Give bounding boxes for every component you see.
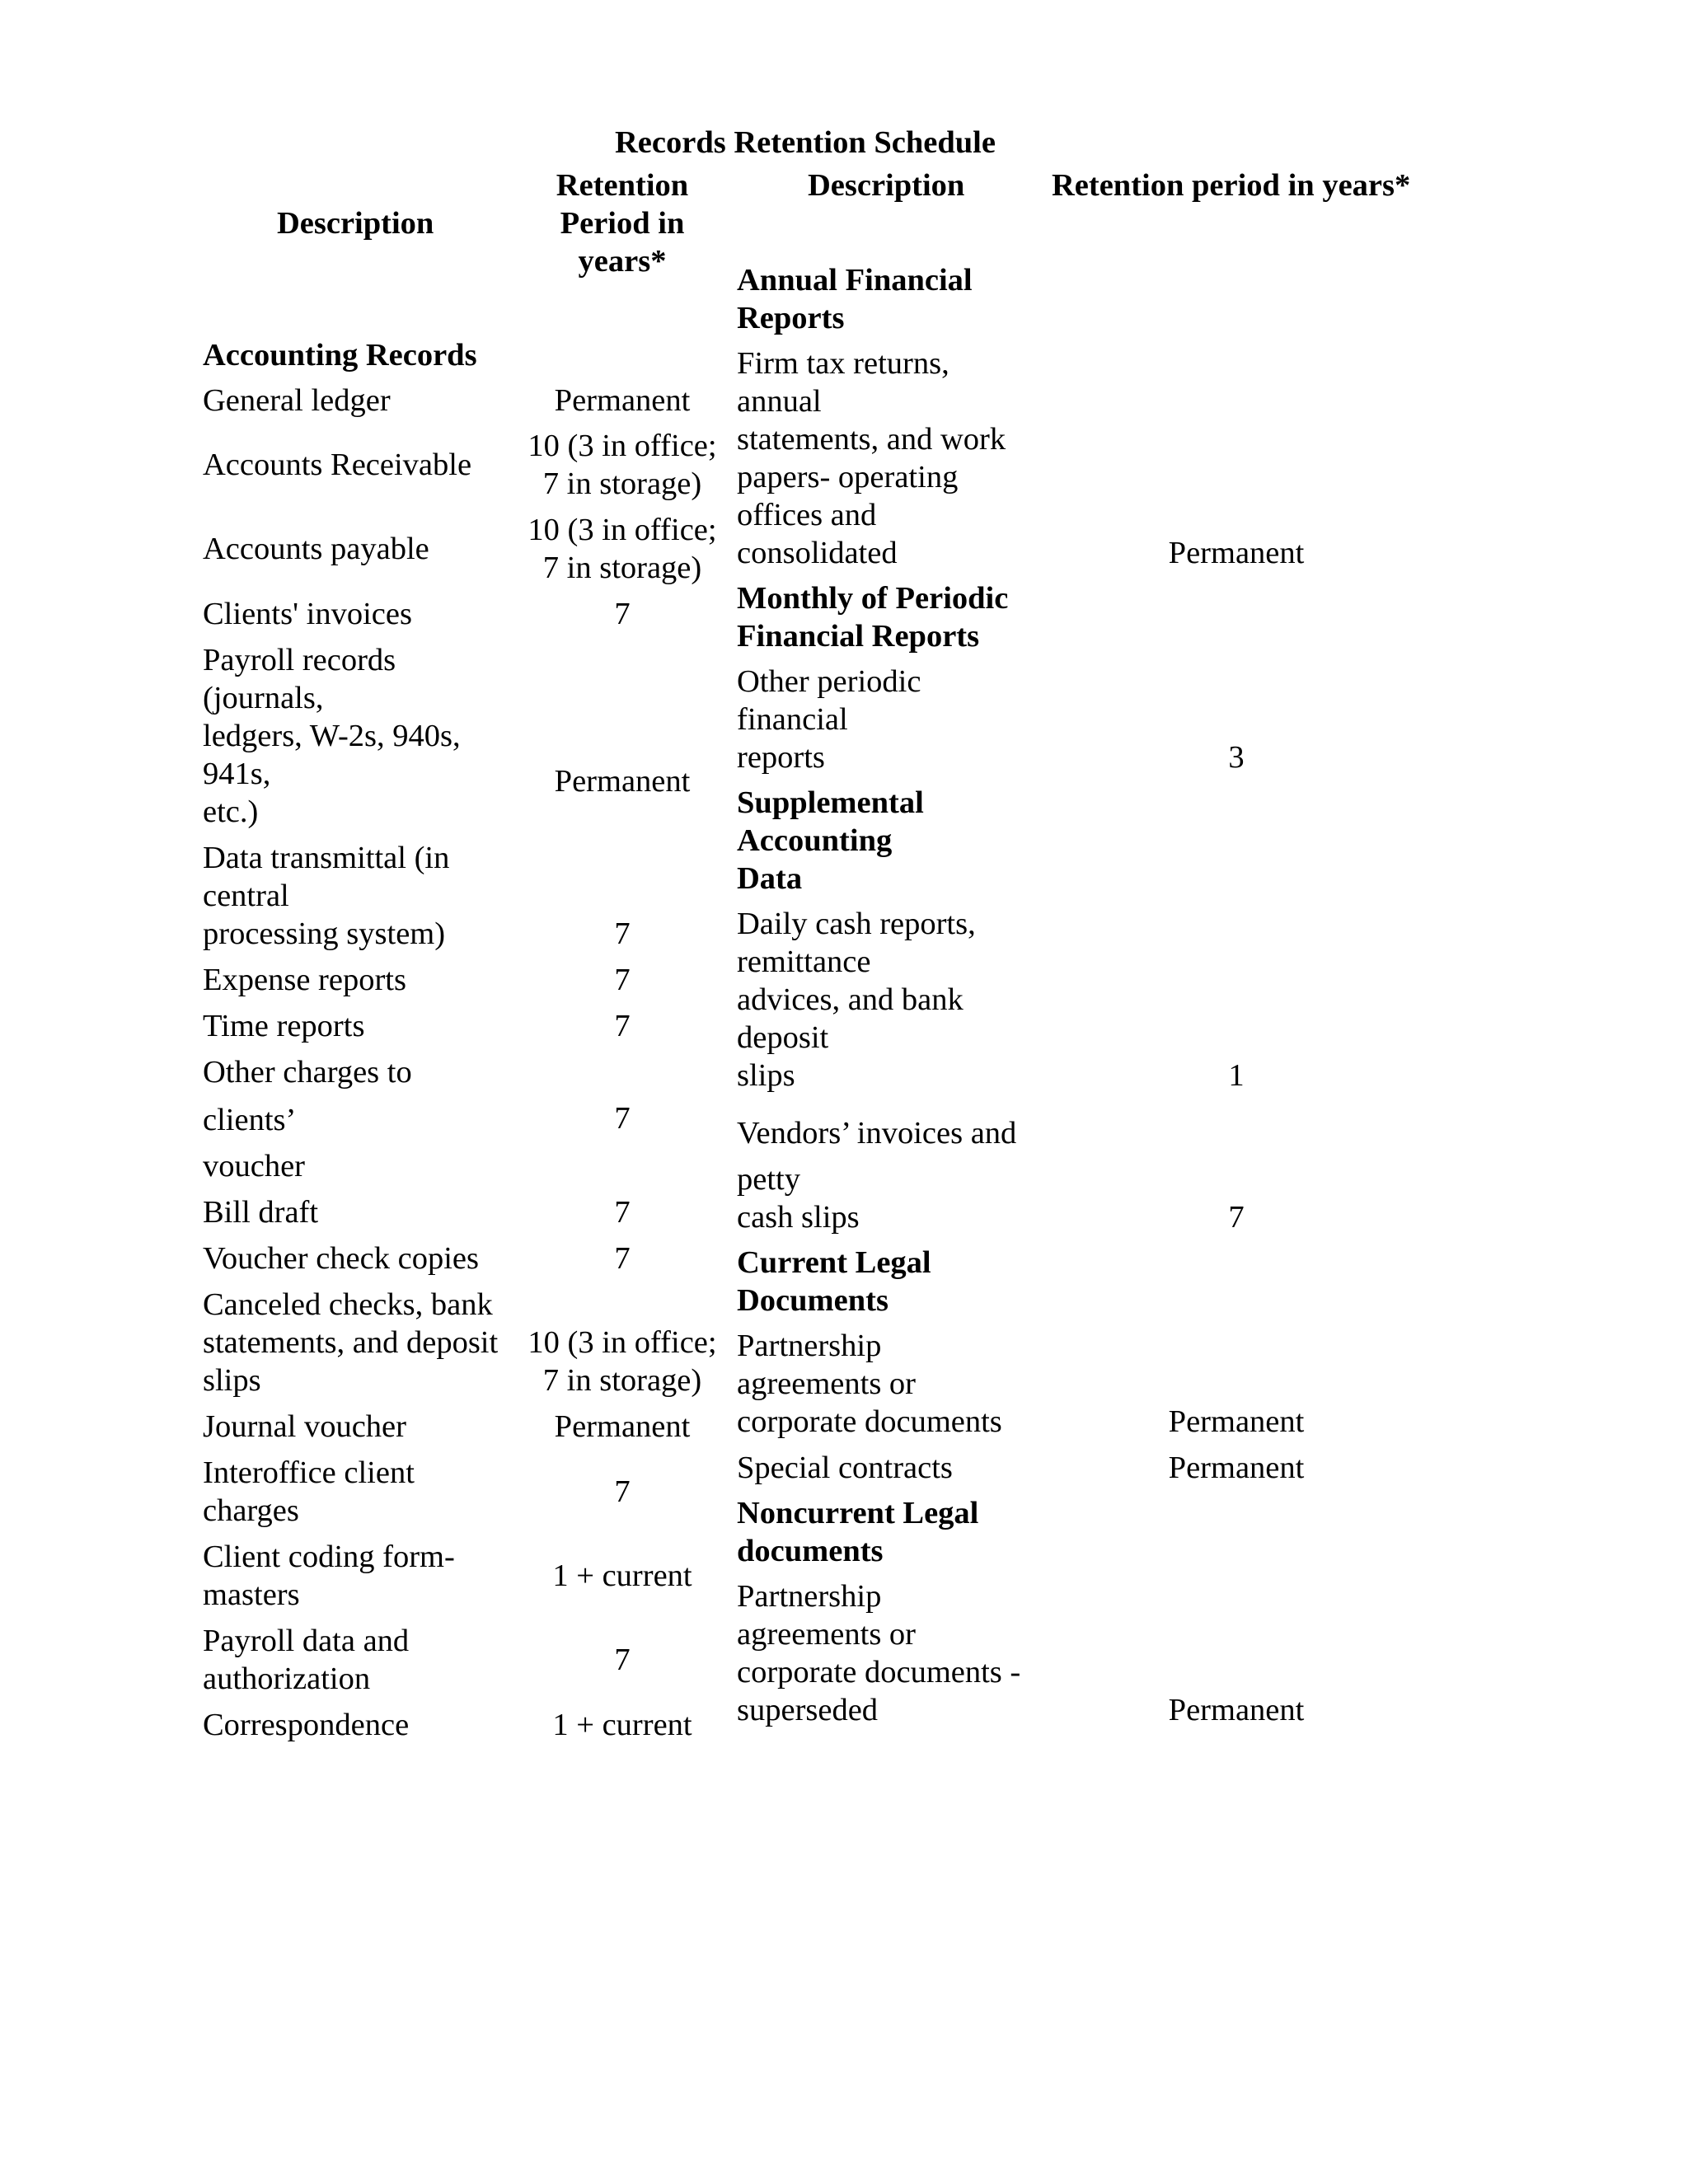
right-row-desc: consolidated: [737, 536, 898, 570]
left-row-retention: 7: [614, 963, 631, 997]
left-row-retention: 7 in storage): [542, 466, 702, 501]
header-retention-right: Retention period in years*: [1052, 168, 1411, 203]
header-retention-left-line3: years*: [578, 244, 667, 279]
right-row-desc: agreements or: [737, 1366, 916, 1401]
left-row-desc: Expense reports: [203, 963, 406, 997]
right-row-retention: Permanent: [1168, 1693, 1305, 1727]
left-row-retention: 10 (3 in office;: [528, 513, 717, 547]
left-row-desc: slips: [203, 1363, 261, 1398]
left-row-desc: ledgers, W-2s, 940s,: [203, 719, 461, 753]
section-heading: Data: [737, 861, 803, 896]
left-row-retention: 7: [614, 1009, 631, 1043]
left-row-desc: authorization: [203, 1661, 371, 1696]
right-row-desc: slips: [737, 1058, 795, 1093]
header-description-right: Description: [808, 168, 965, 203]
section-heading: Annual Financial: [737, 263, 973, 298]
left-row-desc: Data transmittal (in: [203, 841, 450, 875]
left-row-desc: Interoffice client: [203, 1455, 415, 1490]
left-row-desc: Bill draft: [203, 1195, 319, 1230]
left-row-desc: masters: [203, 1577, 300, 1612]
left-row-retention: Permanent: [554, 764, 691, 799]
left-row-retention: Permanent: [554, 383, 691, 418]
left-row-retention: 7: [614, 916, 631, 951]
left-row-desc: processing system): [203, 916, 446, 951]
left-row-desc: Accounts Receivable: [203, 448, 472, 482]
section-heading: Current Legal: [737, 1245, 931, 1280]
left-row-desc: etc.): [203, 794, 259, 829]
left-row-retention: 1 + current: [552, 1558, 692, 1593]
header-retention-left-line2: Period in: [560, 206, 685, 241]
left-row-retention: 7: [614, 1195, 631, 1230]
left-row-desc: Voucher check copies: [203, 1241, 479, 1276]
right-row-desc: advices, and bank: [737, 982, 964, 1017]
left-row-retention: 7 in storage): [542, 1363, 702, 1398]
right-row-desc: Daily cash reports,: [737, 907, 976, 941]
left-row-retention: 10 (3 in office;: [528, 1325, 717, 1360]
left-row-retention: 7 in storage): [542, 551, 702, 585]
left-row-desc: Accounts payable: [203, 532, 429, 566]
section-heading: Documents: [737, 1283, 889, 1318]
right-row-retention: 1: [1228, 1058, 1245, 1093]
section-heading: Reports: [737, 301, 845, 335]
right-row-retention: 3: [1228, 740, 1245, 775]
left-row-retention: 1 + current: [552, 1708, 692, 1742]
left-row-desc: Time reports: [203, 1009, 365, 1043]
left-row-retention: 7: [614, 1101, 631, 1136]
left-row-desc: clients’: [203, 1103, 297, 1137]
page-title: Records Retention Schedule: [615, 125, 996, 160]
section-heading: Noncurrent Legal: [737, 1496, 979, 1530]
left-row-desc: 941s,: [203, 757, 271, 791]
left-row-desc: (journals,: [203, 681, 324, 715]
right-row-retention: Permanent: [1168, 1451, 1305, 1485]
right-row-desc: Firm tax returns,: [737, 346, 950, 381]
left-row-retention: Permanent: [554, 1409, 691, 1444]
right-row-desc: Partnership: [737, 1329, 882, 1363]
left-row-desc: Clients' invoices: [203, 597, 412, 631]
right-row-desc: corporate documents: [737, 1404, 1002, 1439]
right-row-desc: corporate documents -: [737, 1655, 1021, 1690]
right-row-desc: remittance: [737, 944, 871, 979]
right-row-desc: deposit: [737, 1020, 829, 1055]
right-row-desc: statements, and work: [737, 422, 1006, 457]
left-row-desc: voucher: [203, 1149, 305, 1183]
left-row-desc: Canceled checks, bank: [203, 1287, 493, 1322]
left-row-desc: General ledger: [203, 383, 391, 418]
header-retention-left-line1: Retention: [556, 168, 689, 203]
left-row-retention: 7: [614, 1643, 631, 1677]
header-description-left: Description: [277, 206, 434, 241]
left-row-retention: 7: [614, 597, 631, 631]
left-row-desc: Client coding form-: [203, 1540, 455, 1574]
right-row-desc: papers- operating: [737, 460, 959, 494]
left-row-desc: Other charges to: [203, 1055, 412, 1090]
left-row-desc: Journal voucher: [203, 1409, 406, 1444]
right-row-desc: Special contracts: [737, 1451, 953, 1485]
left-row-retention: 7: [614, 1241, 631, 1276]
left-row-desc: Payroll data and: [203, 1624, 410, 1658]
left-row-desc: statements, and deposit: [203, 1325, 499, 1360]
left-row-retention: 7: [614, 1474, 631, 1509]
left-row-desc: Correspondence: [203, 1708, 410, 1742]
left-row-desc: Payroll records: [203, 643, 396, 677]
section-accounting-records: Accounting Records: [203, 338, 477, 373]
right-row-retention: Permanent: [1168, 536, 1305, 570]
right-row-desc: reports: [737, 740, 825, 775]
right-row-desc: petty: [737, 1162, 800, 1197]
section-heading: documents: [737, 1534, 884, 1568]
left-row-retention: 10 (3 in office;: [528, 429, 717, 463]
right-row-desc: financial: [737, 702, 848, 737]
right-row-desc: superseded: [737, 1693, 879, 1727]
right-row-desc: Vendors’ invoices and: [737, 1116, 1017, 1151]
right-row-desc: agreements or: [737, 1617, 916, 1652]
right-row-retention: 7: [1228, 1200, 1245, 1235]
right-row-desc: Other periodic: [737, 664, 921, 699]
section-heading: Supplemental: [737, 785, 924, 820]
section-heading: Monthly of Periodic: [737, 581, 1009, 616]
left-row-desc: charges: [203, 1493, 299, 1528]
right-row-desc: cash slips: [737, 1200, 860, 1235]
right-row-desc: annual: [737, 384, 822, 419]
left-row-desc: central: [203, 879, 289, 913]
right-row-desc: offices and: [737, 498, 877, 532]
section-heading: Accounting: [737, 823, 893, 858]
right-row-desc: Partnership: [737, 1579, 882, 1614]
right-row-retention: Permanent: [1168, 1404, 1305, 1439]
section-heading: Financial Reports: [737, 619, 980, 654]
